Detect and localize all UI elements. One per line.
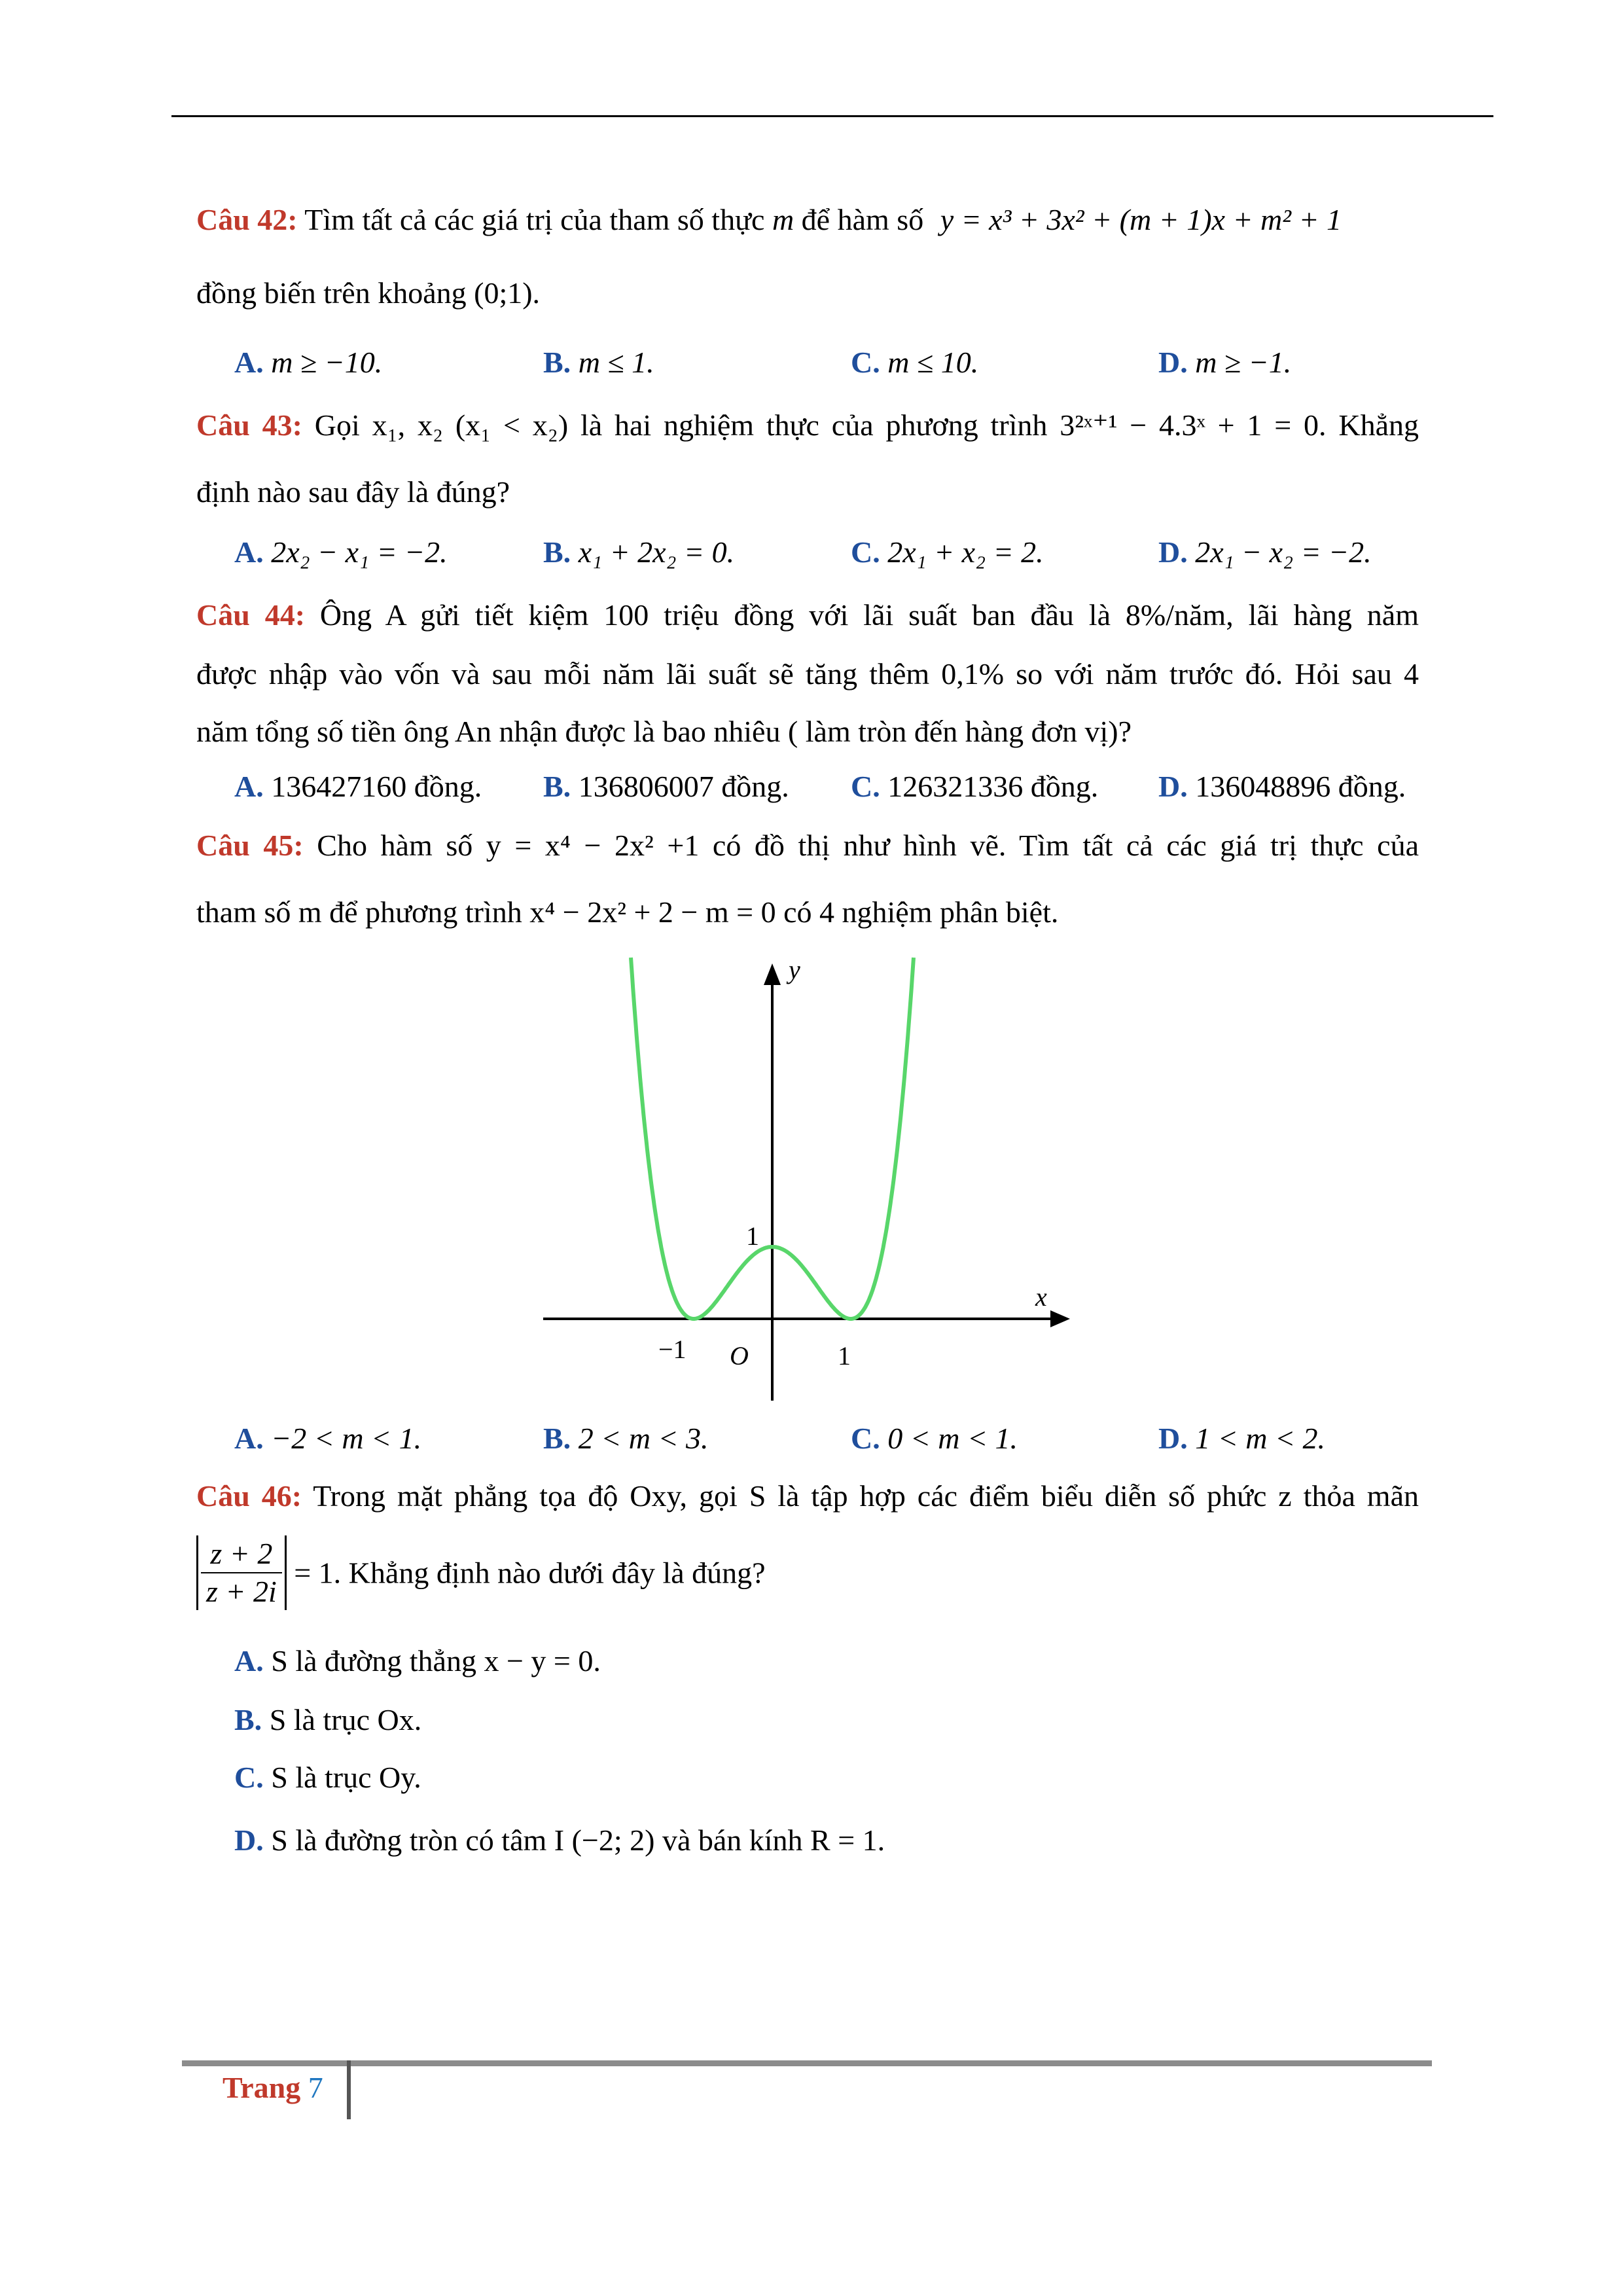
question-46	[196, 1477, 1419, 1516]
q44-option-a: A. 136427160 đồng.	[234, 770, 482, 803]
question-44-label: Câu 44:	[196, 598, 306, 632]
q46-option-b: B. S là trục Ox.	[234, 1703, 422, 1736]
x-axis-label: x	[1035, 1282, 1047, 1312]
q46-option-c: C. S là trục Oy.	[234, 1761, 421, 1794]
q42-option-c: C. m ≤ 10.	[851, 346, 979, 379]
page-number: 7	[308, 2071, 323, 2104]
footer-rule	[182, 2060, 1432, 2066]
question-46-equation	[196, 1535, 766, 1610]
x-tick-neg1: −1	[658, 1335, 687, 1364]
fraction-denominator: z + 2i	[206, 1575, 277, 1608]
question-42-var: m	[772, 203, 794, 236]
question-42-line2: đồng biến trên khoảng (0;1).	[196, 276, 541, 310]
question-45-line2: tham số m để phương trình x⁴ − 2x² + 2 − m = 0 có 4 nghiệm phân biệt.	[196, 895, 1059, 929]
origin-label: O	[730, 1341, 749, 1371]
q43-option-c: C. 2x₁ + x₂ = 2.	[851, 535, 1044, 569]
q42-option-d: D. m ≥ −1.	[1158, 346, 1292, 379]
q46-option-d: D. S là đường tròn có tâm I (−2; 2) và bán kính R = 1.	[234, 1823, 885, 1857]
q44-option-b: B. 136806007 đồng.	[543, 770, 789, 803]
q45-option-b: B. 2 < m < 3.	[543, 1422, 709, 1455]
question-43-line2: định nào sau đây là đúng?	[196, 475, 510, 509]
header-rule	[171, 115, 1493, 117]
q43-option-b: B. x₁ + 2x₂ = 0.	[543, 535, 735, 569]
q45-option-d: D. 1 < m < 2.	[1158, 1422, 1326, 1455]
question-46-line1: Trong mặt phẳng tọa độ Oxy, gọi S là tập hợp các điểm biểu diễn số phức z thỏa mãn	[302, 1479, 1419, 1513]
q43-option-a: A. 2x₂ − x₁ = −2.	[234, 535, 448, 569]
function-graph	[537, 949, 1086, 1407]
question-42-label: Câu 42:	[196, 203, 298, 236]
question-46-label: Câu 46:	[196, 1479, 302, 1513]
question-44	[196, 596, 1419, 635]
q43-option-d: D. 2x₁ − x₂ = −2.	[1158, 535, 1372, 569]
q44-option-d: D. 136048896 đồng.	[1158, 770, 1406, 803]
question-45	[196, 826, 1419, 865]
question-44-line3: năm tổng số tiền ông An nhận được là bao nhiêu ( làm tròn đến hàng đơn vị)?	[196, 715, 1132, 748]
question-45-label: Câu 45:	[196, 829, 304, 862]
fraction	[201, 1535, 282, 1610]
y-axis-arrow	[764, 963, 781, 985]
x-axis-arrow	[1050, 1310, 1070, 1327]
q45-option-a: A. −2 < m < 1.	[234, 1422, 422, 1455]
question-44-line2: được nhập vào vốn và sau mỗi năm lãi suất sẽ tăng thêm 0,1% so với năm trước đó. Hỏi sau 4	[196, 657, 1419, 691]
question-42-formula: y = x³ + 3x² + (m + 1)x + m² + 1	[940, 203, 1342, 236]
q44-option-c: C. 126321336 đồng.	[851, 770, 1099, 803]
question-44-line1: Ông A gửi tiết kiệm 100 triệu đồng với lãi suất ban đầu là 8%/năm, lãi hàng năm	[305, 598, 1419, 632]
q46-option-a: A. S là đường thẳng x − y = 0.	[234, 1644, 601, 1677]
question-43	[196, 406, 1419, 445]
x-tick-1: 1	[838, 1341, 851, 1371]
modulus-bars	[196, 1535, 287, 1610]
question-42-text2: để hàm số	[794, 203, 931, 236]
footer-divider	[347, 2060, 351, 2119]
q45-option-c: C. 0 < m < 1.	[851, 1422, 1018, 1455]
page-word: Trang	[223, 2071, 301, 2104]
question-43-text: Gọi x₁, x₂ (x₁ < x₂) là hai nghiệm thực của phương trình 3²ˣ⁺¹ − 4.3ˣ + 1 = 0. Khẳng	[302, 408, 1419, 442]
fraction-numerator: z + 2	[201, 1535, 282, 1573]
q42-option-a: A. m ≥ −10.	[234, 346, 383, 379]
question-42	[196, 200, 1342, 240]
q42-option-b: B. m ≤ 1.	[543, 346, 654, 379]
y-axis-label: y	[789, 955, 800, 984]
question-43-label: Câu 43:	[196, 408, 302, 442]
page-footer	[223, 2068, 323, 2108]
question-45-line1: Cho hàm số y = x⁴ − 2x² +1 có đồ thị như hình vẽ. Tìm tất cả các giá trị thực của	[303, 829, 1419, 862]
question-42-text: Tìm tất cả các giá trị của tham số thực	[297, 203, 772, 236]
question-46-eq-tail: = 1. Khẳng định nào dưới đây là đúng?	[286, 1556, 766, 1590]
y-tick-1: 1	[746, 1221, 759, 1251]
